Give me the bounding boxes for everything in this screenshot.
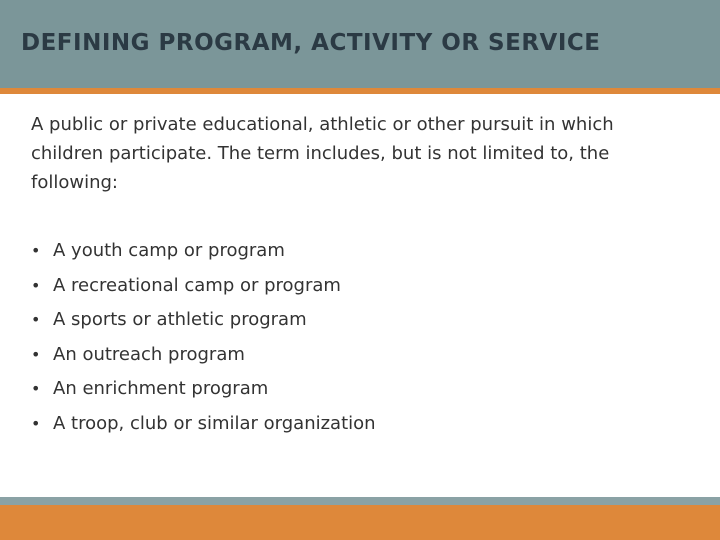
footer-band — [0, 505, 720, 540]
list-item-label: A recreational camp or program — [53, 274, 341, 296]
definition-text: A public or private educational, athletic or other pursuit in which children participate. The term includes, but is not limited to, the following: — [31, 114, 614, 193]
bullet-icon: • — [31, 241, 41, 260]
slide-title: DEFINING PROGRAM, ACTIVITY OR SERVICE — [21, 30, 601, 56]
program-types-list — [31, 234, 376, 441]
list-item-label: A youth camp or program — [53, 240, 285, 261]
bullet-icon: • — [31, 310, 41, 329]
list-item-label: An enrichment program — [53, 378, 269, 399]
list-item — [31, 372, 376, 407]
footer-stripe — [0, 497, 720, 505]
list-item — [31, 234, 376, 269]
bullet-icon: • — [31, 379, 41, 398]
list-item — [31, 338, 376, 373]
list-item — [31, 303, 376, 338]
list-item-label: A troop, club or similar organization — [53, 412, 376, 434]
title-bar-accent-stripe — [0, 88, 720, 94]
list-item — [31, 407, 376, 442]
bullet-icon: • — [31, 275, 41, 295]
bullet-icon: • — [31, 344, 41, 364]
list-item-label: A sports or athletic program — [53, 309, 307, 330]
list-item-label: An outreach program — [53, 343, 245, 365]
bullet-icon: • — [31, 413, 41, 433]
list-item — [31, 269, 376, 304]
